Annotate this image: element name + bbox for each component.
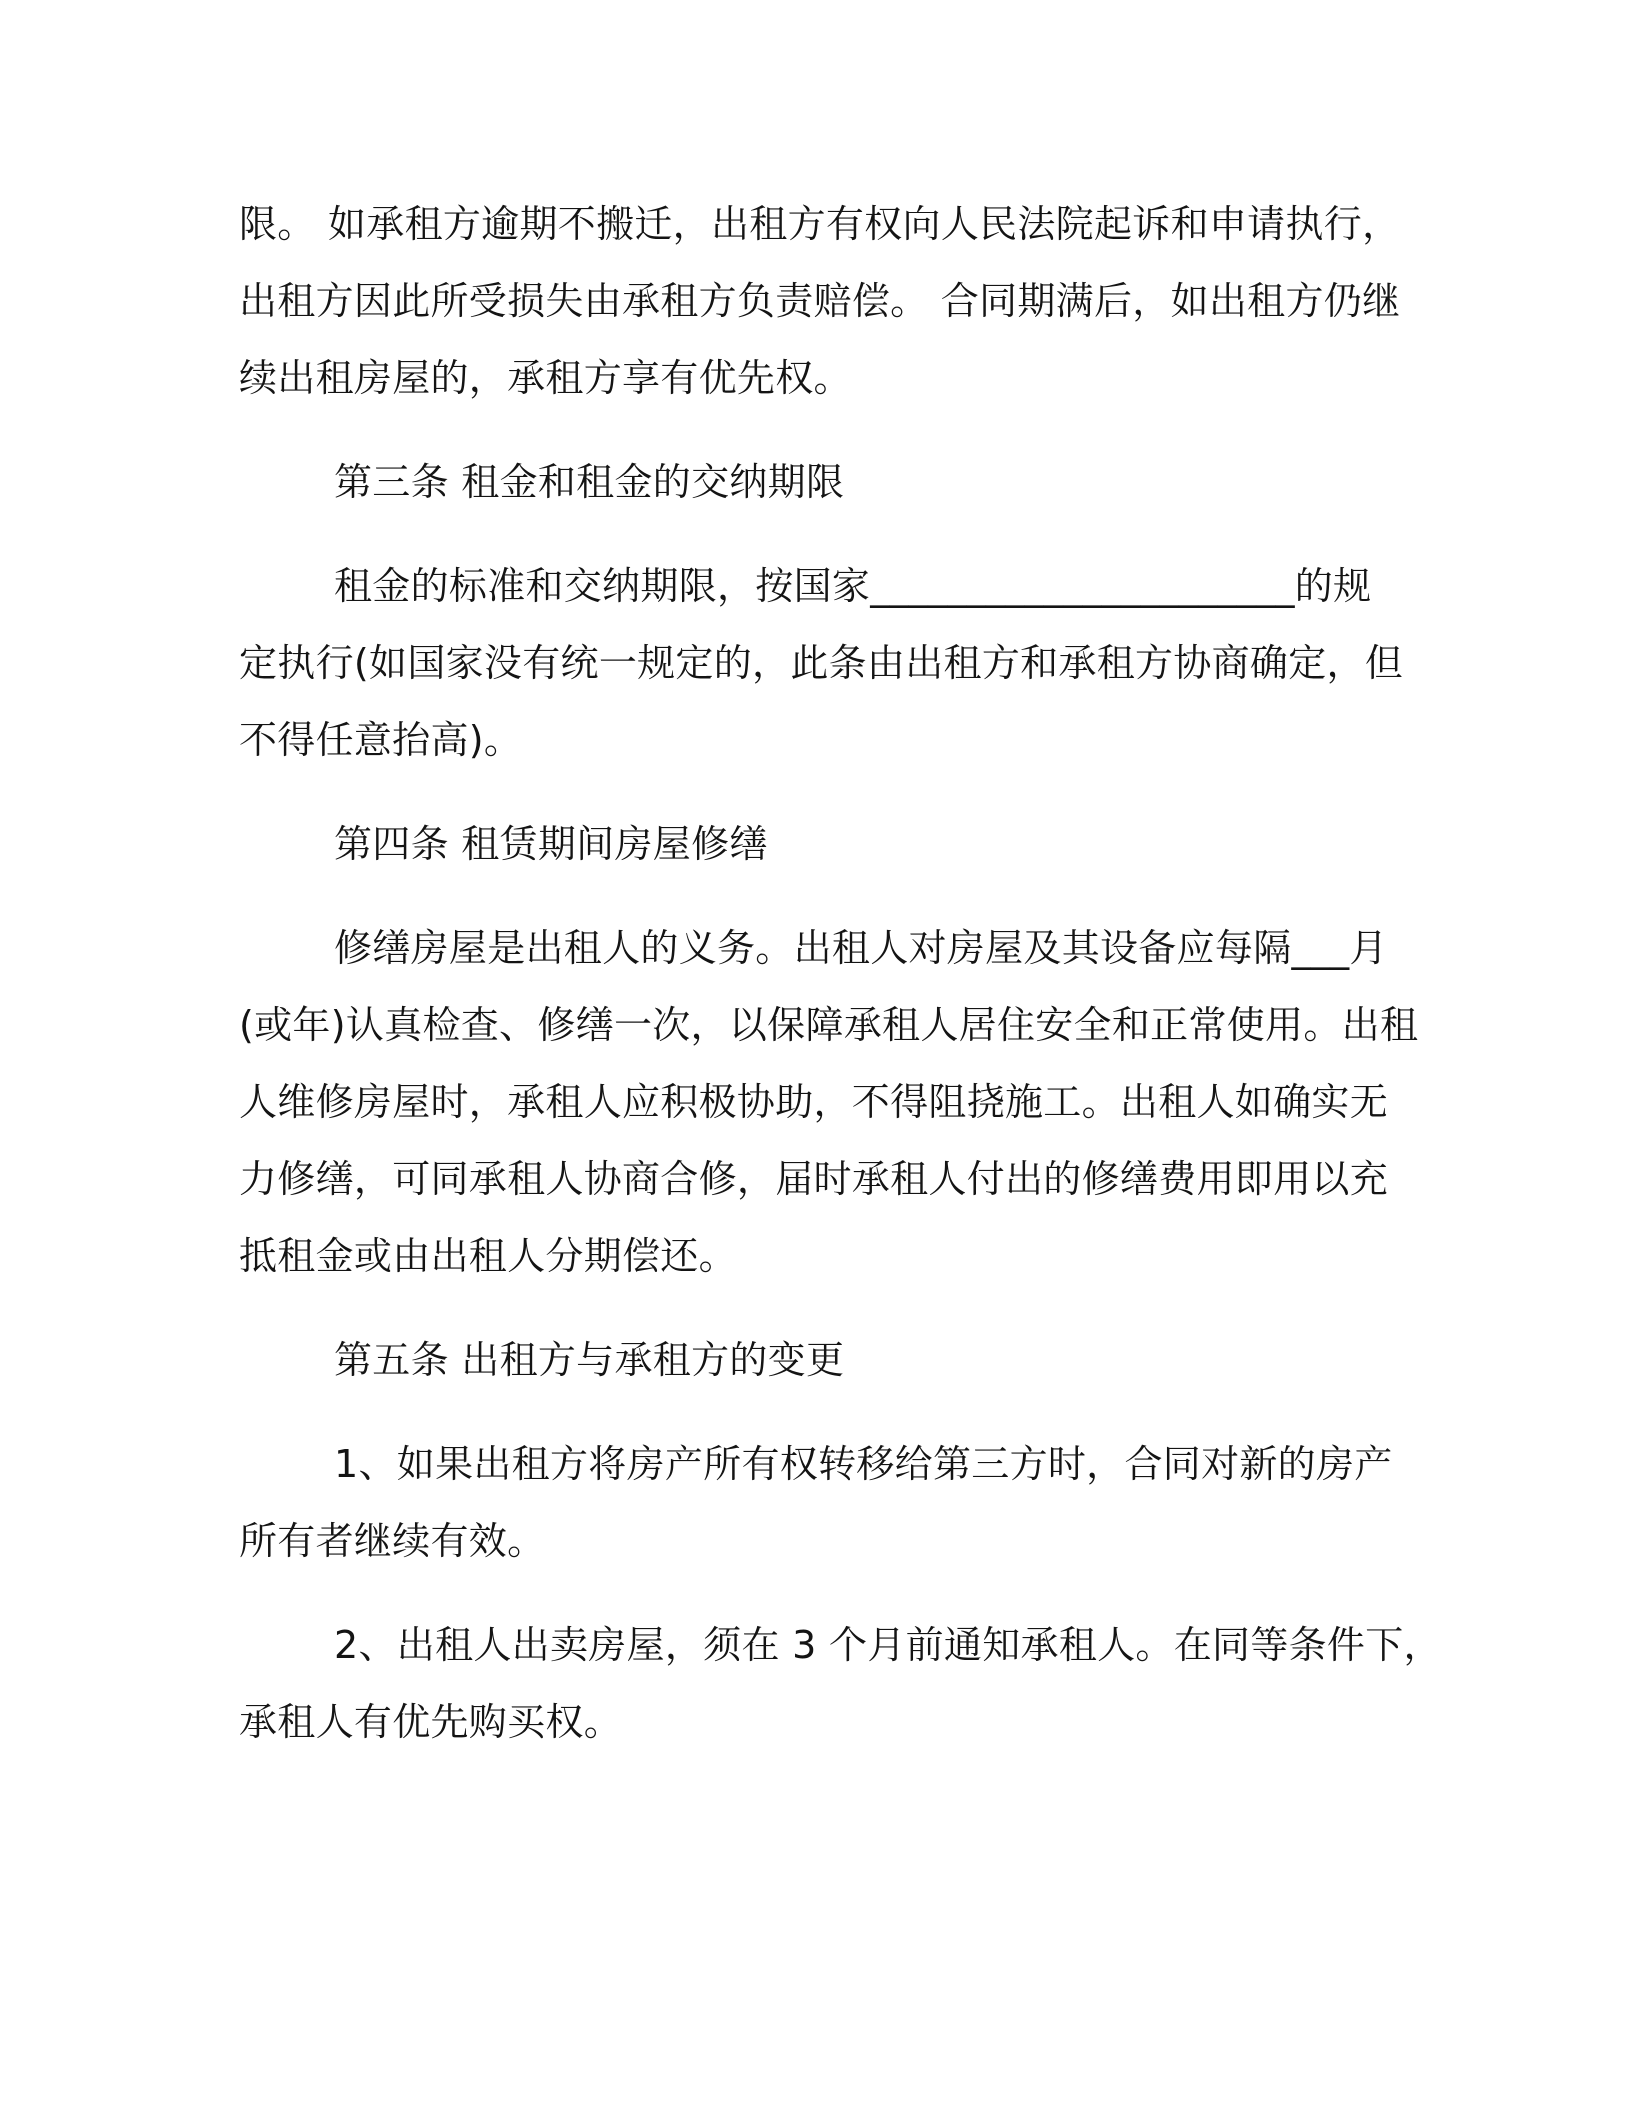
text-line: 承租人有优先购买权。 bbox=[239, 1700, 623, 1744]
text-line: 抵租金或由出租人分期偿还。 bbox=[239, 1234, 737, 1278]
text-line: 不得任意抬高)。 bbox=[239, 718, 523, 762]
paragraph-repairs bbox=[239, 910, 1419, 1295]
article-title: 第三条 租金和租金的交纳期限 bbox=[334, 460, 845, 504]
paragraph-rent-terms bbox=[239, 548, 1404, 779]
article-5-heading bbox=[239, 1322, 1379, 1399]
text-line: 修缮房屋是出租人的义务。出租人对房屋及其设备应每隔___月 bbox=[334, 926, 1388, 970]
paragraph-clause-2 bbox=[239, 1607, 1442, 1761]
article-title: 第四条 租赁期间房屋修缮 bbox=[334, 822, 768, 866]
article-4-heading bbox=[239, 806, 1379, 883]
document-body bbox=[239, 186, 1442, 1761]
text-line: 力修缮，可同承租人协商合修，届时承租人付出的修缮费用即用以充 bbox=[239, 1157, 1389, 1201]
text-line: 所有者继续有效。 bbox=[239, 1519, 546, 1563]
article-3-heading bbox=[239, 444, 1379, 521]
text-line: 限。 如承租方逾期不搬迁，出租方有权向人民法院起诉和申请执行， bbox=[239, 202, 1401, 246]
text-line: 2、出租人出卖房屋，须在 3 个月前通知承租人。在同等条件下， bbox=[334, 1623, 1442, 1667]
text-line: 定执行(如国家没有统一规定的，此条由出租方和承租方协商确定，但 bbox=[239, 641, 1404, 685]
text-line: (或年)认真检查、修缮一次，以保障承租人居住安全和正常使用。出租 bbox=[239, 1003, 1419, 1047]
text-line: 1、如果出租方将房产所有权转移给第三方时，合同对新的房产 bbox=[334, 1442, 1393, 1486]
text-line: 租金的标准和交纳期限，按国家______________________的规 bbox=[334, 564, 1372, 608]
article-title: 第五条 出租方与承租方的变更 bbox=[334, 1338, 845, 1382]
paragraph-clause-1 bbox=[239, 1426, 1393, 1580]
paragraph-lease-expiry bbox=[239, 186, 1401, 417]
text-line: 续出租房屋的，承租方享有优先权。 bbox=[239, 356, 852, 400]
text-line: 人维修房屋时，承租人应积极协助，不得阻挠施工。出租人如确实无 bbox=[239, 1080, 1389, 1124]
text-line: 出租方因此所受损失由承租方负责赔偿。 合同期满后，如出租方仍继 bbox=[239, 279, 1401, 323]
